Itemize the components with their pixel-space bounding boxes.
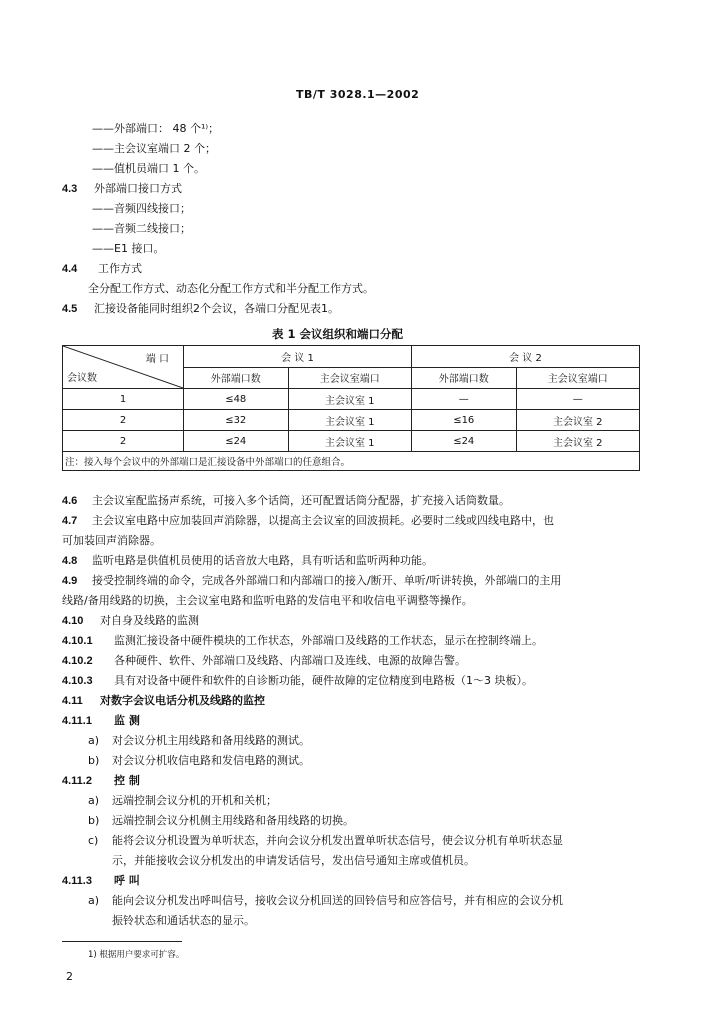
col-header-main-room-port: 主会议室端口	[516, 367, 640, 389]
paragraph: 主会议室配监扬声系统，可接入多个话筒，还可配置话筒分配器，扩充接入话筒数量。	[92, 494, 510, 507]
list-item-continuation: 振铃状态和通话状态的显示。	[112, 914, 255, 927]
table-corner-cell	[63, 346, 184, 389]
cell-main2: —	[516, 389, 640, 410]
list-item: 对会议分机主用线路和备用线路的测试。	[112, 734, 310, 747]
cell-conf-count: 2	[63, 410, 184, 431]
interface-item: ——音频二线接口；	[92, 222, 191, 235]
list-item: 远端控制会议分机侧主用线路和备用线路的切换。	[112, 814, 354, 827]
list-item: 远端控制会议分机的开机和关机；	[112, 794, 277, 807]
section-title: 监 测	[114, 714, 140, 727]
corner-header-ports: 端 口	[145, 354, 169, 365]
section-number: 4.7	[62, 515, 78, 527]
cell-ext2: ≤24	[412, 431, 517, 452]
header-conference-1: 会 议 1	[184, 346, 412, 368]
list-item: 能向会议分机发出呼叫信号，接收会议分机回送的回铃信号和应答信号，并有相应的会议分机	[112, 894, 563, 907]
col-header-external-ports: 外部端口数	[184, 367, 289, 389]
interface-item: ——E1 接口。	[92, 242, 165, 255]
cell-main2: 主会议室 2	[516, 431, 640, 452]
table-row	[63, 389, 640, 410]
section-title: 工作方式	[98, 262, 142, 275]
list-item: 能将会议分机设置为单听状态，并向会议分机发出置单听状态信号，使会议分机有单听状态显	[112, 834, 563, 847]
list-marker: b)	[88, 754, 100, 767]
section-number: 4.11.2	[62, 775, 92, 787]
section-title: 外部端口接口方式	[94, 182, 182, 195]
section-number: 4.9	[62, 575, 78, 587]
list-marker: b)	[88, 814, 100, 827]
list-marker: a)	[88, 794, 100, 807]
section-title: 对数字会议电话分机及线路的监控	[100, 694, 265, 707]
table-row	[63, 410, 640, 431]
cell-ext2: —	[412, 389, 517, 410]
section-number: 4.10.1	[62, 635, 93, 647]
footnote-divider	[62, 941, 182, 942]
table-note: 注：接入每个会议中的外部端口是汇接设备中外部端口的任意组合。	[63, 452, 640, 471]
table-title: 表 1 会议组织和端口分配	[272, 327, 404, 341]
cell-conf-count: 2	[63, 431, 184, 452]
list-marker: a)	[88, 894, 100, 907]
section-number: 4.11.3	[62, 875, 92, 887]
cell-conf-count: 1	[63, 389, 184, 410]
cell-main2: 主会议室 2	[516, 410, 640, 431]
port-count-external: ——外部端口： 48 个¹⁾；	[92, 122, 220, 135]
paragraph: 汇接设备能同时组织2个会议，各端口分配见表1。	[94, 302, 339, 315]
col-header-external-ports: 外部端口数	[412, 367, 517, 389]
section-number: 4.6	[62, 495, 78, 507]
section-title: 控 制	[114, 774, 140, 787]
cell-main1: 主会议室 1	[288, 431, 412, 452]
paragraph: 接受控制终端的命令，完成各外部端口和内部端口的接入/断开、单听/听讲转换，外部端口的主用	[92, 574, 562, 587]
standard-number-header: TB/T 3028.1—2002	[296, 88, 420, 101]
cell-ext1: ≤24	[184, 431, 289, 452]
conference-port-table	[62, 345, 640, 471]
section-number: 4.3	[62, 183, 78, 195]
port-count-operator: ——值机员端口 1 个。	[92, 162, 205, 175]
section-number: 4.11.1	[62, 715, 92, 727]
paragraph: 监测汇接设备中硬件模块的工作状态，外部端口及线路的工作状态，显示在控制终端上。	[114, 634, 543, 647]
section-title: 呼 叫	[114, 874, 140, 887]
section-number: 4.10.3	[62, 675, 93, 687]
paragraph: 主会议室电路中应加装回声消除器，以提高主会议室的回波损耗。必要时二线或四线电路中，也	[92, 514, 554, 527]
list-marker: a)	[88, 734, 100, 747]
section-title: 对自身及线路的监测	[100, 614, 199, 627]
section-number: 4.10	[62, 615, 84, 627]
section-number: 4.10.2	[62, 655, 93, 667]
port-count-main-room: ——主会议室端口 2 个；	[92, 142, 216, 155]
list-marker: c)	[88, 834, 99, 847]
footnote: 1) 根据用户要求可扩容。	[88, 950, 185, 960]
section-number: 4.5	[62, 303, 78, 315]
paragraph: 线路/备用线路的切换，主会议室电路和监听电路的发信电平和收信电平调整等操作。	[62, 594, 473, 607]
list-item-continuation: 示，并能接收会议分机发出的申请发话信号，发出信号通知主席或值机员。	[112, 854, 475, 867]
paragraph: 具有对设备中硬件和软件的自诊断功能，硬件故障的定位精度到电路板（1～3 块板）。	[114, 674, 533, 687]
cell-ext1: ≤32	[184, 410, 289, 431]
paragraph: 全分配工作方式、动态化分配工作方式和半分配工作方式。	[88, 282, 374, 295]
section-number: 4.4	[62, 263, 78, 275]
col-header-main-room-port: 主会议室端口	[288, 367, 412, 389]
cell-ext2: ≤16	[412, 410, 517, 431]
page-number: 2	[66, 970, 73, 983]
paragraph: 监听电路是供值机员使用的话音放大电路，具有听话和监听两种功能。	[92, 554, 433, 567]
list-item: 对会议分机收信电路和发信电路的测试。	[112, 754, 310, 767]
table-row	[63, 431, 640, 452]
section-number: 4.8	[62, 555, 78, 567]
paragraph: 各种硬件、软件、外部端口及线路、内部端口及连线、电源的故障告警。	[114, 654, 466, 667]
paragraph: 可加装回声消除器。	[62, 534, 161, 547]
cell-main1: 主会议室 1	[288, 410, 412, 431]
header-conference-2: 会 议 2	[412, 346, 640, 368]
interface-item: ——音频四线接口；	[92, 202, 191, 215]
cell-ext1: ≤48	[184, 389, 289, 410]
section-number: 4.11	[62, 695, 83, 707]
corner-header-conf-count: 会议数	[67, 373, 97, 384]
cell-main1: 主会议室 1	[288, 389, 412, 410]
